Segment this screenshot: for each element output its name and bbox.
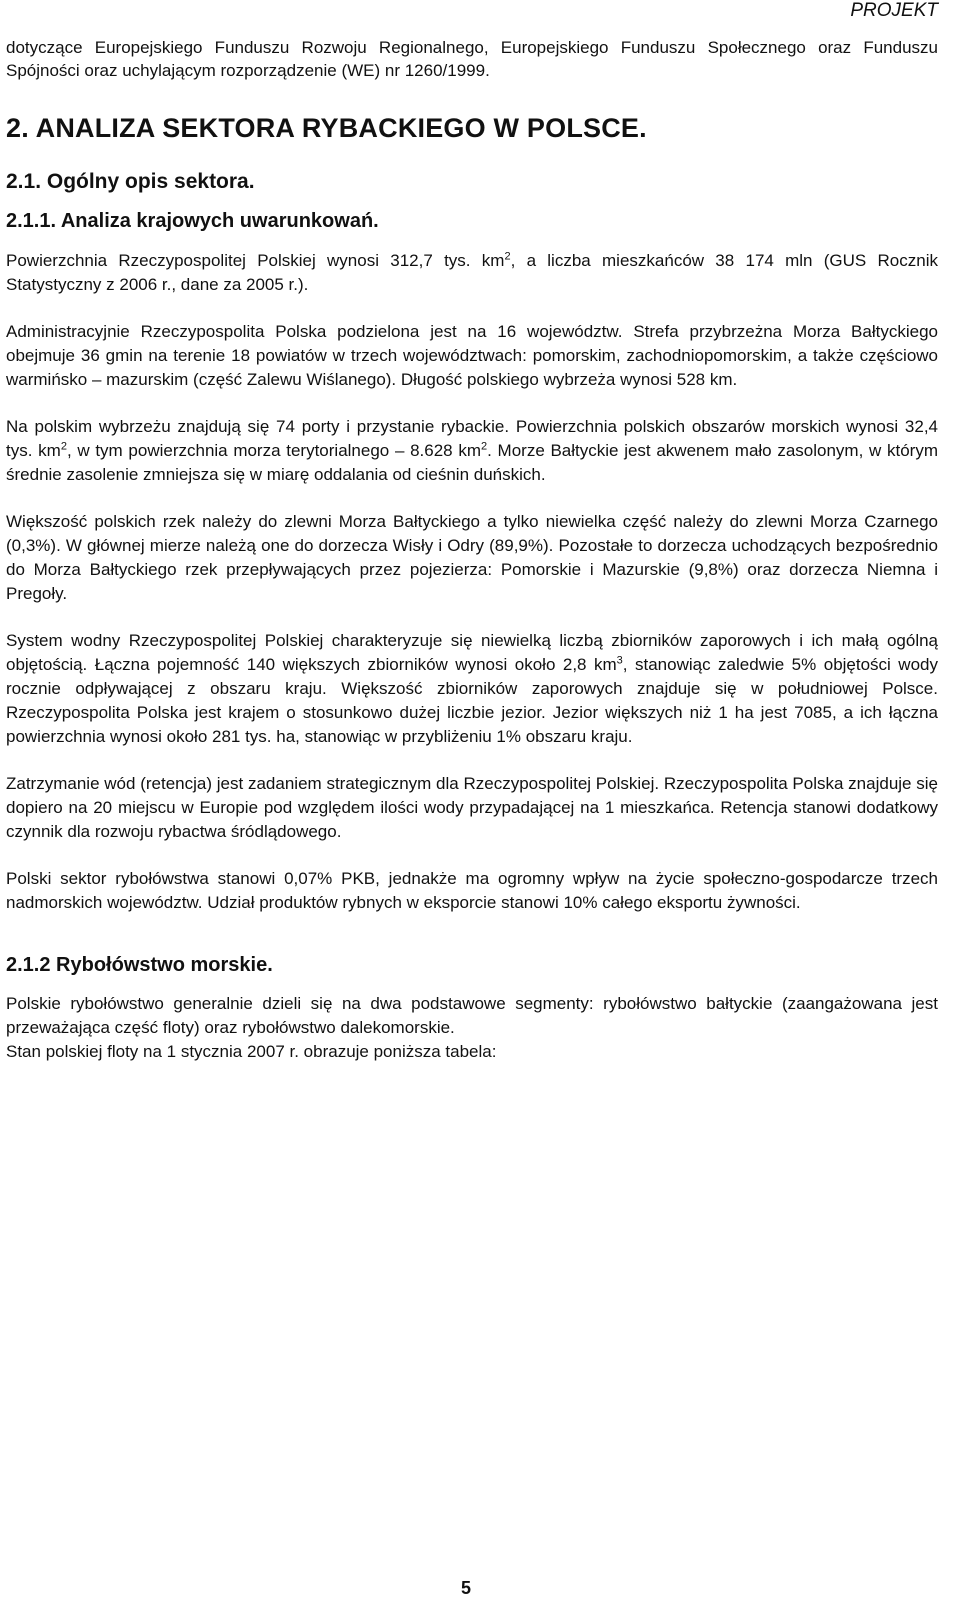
- text-span: . Morze Bałtyckie jest akwenem mało zasolonym, w którym średnie zasolenie zmniejsza się w miarę oddalania od cieśnin duńskich.: [6, 441, 938, 484]
- document-page: [6, 0, 938, 1064]
- paragraph-area-population: [6, 249, 938, 297]
- text-span: , stanowiąc zaledwie 5% objętości wody rocznie odpływającej z obszaru kraju. Większość zbiorników zaporowych znajduje się w południowej Polsce. Rzeczypospolita Polska jest krajem o stosunkowo dużej liczbie jezior. Jezior większych niż 1 ha jest 7085, a ich łączna powierzchnia wynosi około 281 tys. ha, stanowiąc w przybliżeniu 1% obszaru kraju.: [6, 655, 938, 746]
- text-span: System wodny Rzeczypospolitej Polskiej charakteryzuje się niewielką liczbą zbiorników zaporowych i ich małą ogólną objętością. Łączna pojemność 140 większych zbiorników wynosi około 2,8 km: [6, 631, 938, 674]
- paragraph-retention: Zatrzymanie wód (retencja) jest zadaniem strategicznym dla Rzeczypospolitej Polskiej. Rzeczypospolita Polska znajduje się dopiero na 20 miejscu w Europie pod względem ilości wody przypadającej na 1 mieszkańca. Retencja stanowi dodatkowy czynnik dla rozwoju rybactwa śródlądowego.: [6, 774, 938, 841]
- paragraph-coast: [6, 415, 938, 487]
- paragraph-water-system: [6, 629, 938, 749]
- section-heading: 2.1. Ogólny opis sektora.: [6, 170, 255, 193]
- superscript: 2: [504, 250, 511, 263]
- paragraph-fleet-table-intro: Stan polskiej floty na 1 stycznia 2007 r. obrazuje poniższa tabela:: [6, 1042, 497, 1061]
- page-header-projekt: PROJEKT: [850, 0, 938, 21]
- superscript: 3: [616, 654, 623, 667]
- text-span: Na polskim wybrzeżu znajdują się 74 porty i przystanie rybackie. Powierzchnia polskich obszarów morskich wynosi 32,4 tys. km: [6, 417, 938, 460]
- chapter-heading: 2. ANALIZA SEKTORA RYBACKIEGO W POLSCE.: [6, 113, 647, 143]
- text-span: Powierzchnia Rzeczypospolitej Polskiej wynosi 312,7 tys. km: [6, 251, 505, 270]
- paragraph-fisheries-sector: Polski sektor rybołówstwa stanowi 0,07% PKB, jednakże ma ogromny wpływ na życie społeczno-gospodarcze trzech nadmorskich województw. Udział produktów rybnych w eksporcie stanowi 10% całego eksportu żywności.: [6, 869, 938, 912]
- subsection-heading: 2.1.1. Analiza krajowych uwarunkowań.: [6, 210, 379, 232]
- text-span: , a liczba mieszkańców 38 174 mln (GUS Rocznik Statystyczny z 2006 r., dane za 2005 r.).: [6, 251, 938, 294]
- page-number: 5: [460, 1578, 471, 1598]
- text-span: , w tym powierzchnia morza terytorialnego – 8.628 km: [66, 441, 481, 460]
- intro-text: dotyczące Europejskiego Funduszu Rozwoju Regionalnego, Europejskiego Funduszu Społecznego oraz Funduszu Spójności oraz uchylającym rozporządzenie (WE) nr 1260/1999.: [6, 38, 938, 80]
- paragraph-segments: Polskie rybołówstwo generalnie dzieli się na dwa podstawowe segmenty: rybołówstwo bałtyckie (zaangażowana jest przeważająca część floty) oraz rybołówstwo dalekomorskie.: [6, 994, 938, 1037]
- paragraph-administration: Administracyjnie Rzeczypospolita Polska podzielona jest na 16 województw. Strefa przybrzeżna Morza Bałtyckiego obejmuje 36 gmin na terenie 18 powiatów w trzech województwach: pomorskim, zachodniopomorskim, a także częściowo warmińsko – mazurskim (część Zalewu Wiślanego). Długość polskiego wybrzeża wynosi 528 km.: [6, 322, 938, 389]
- subsection-heading-sea-fisheries: 2.1.2 Rybołówstwo morskie.: [6, 954, 273, 976]
- superscript: 2: [60, 440, 67, 453]
- superscript: 2: [481, 440, 488, 453]
- paragraph-rivers: Większość polskich rzek należy do zlewni Morza Bałtyckiego a tylko niewielka część należy do zlewni Morza Czarnego (0,3%). W głównej mierze należą one do dorzecza Wisły i Odry (89,9%). Pozostałe to dorzecza uchodzących bezpośrednio do Morza Bałtyckiego rzek przepływających przez pojezierza: Pomorskie i Mazurskie (9,8%) oraz dorzecza Niemna i Pregoły.: [6, 512, 938, 603]
